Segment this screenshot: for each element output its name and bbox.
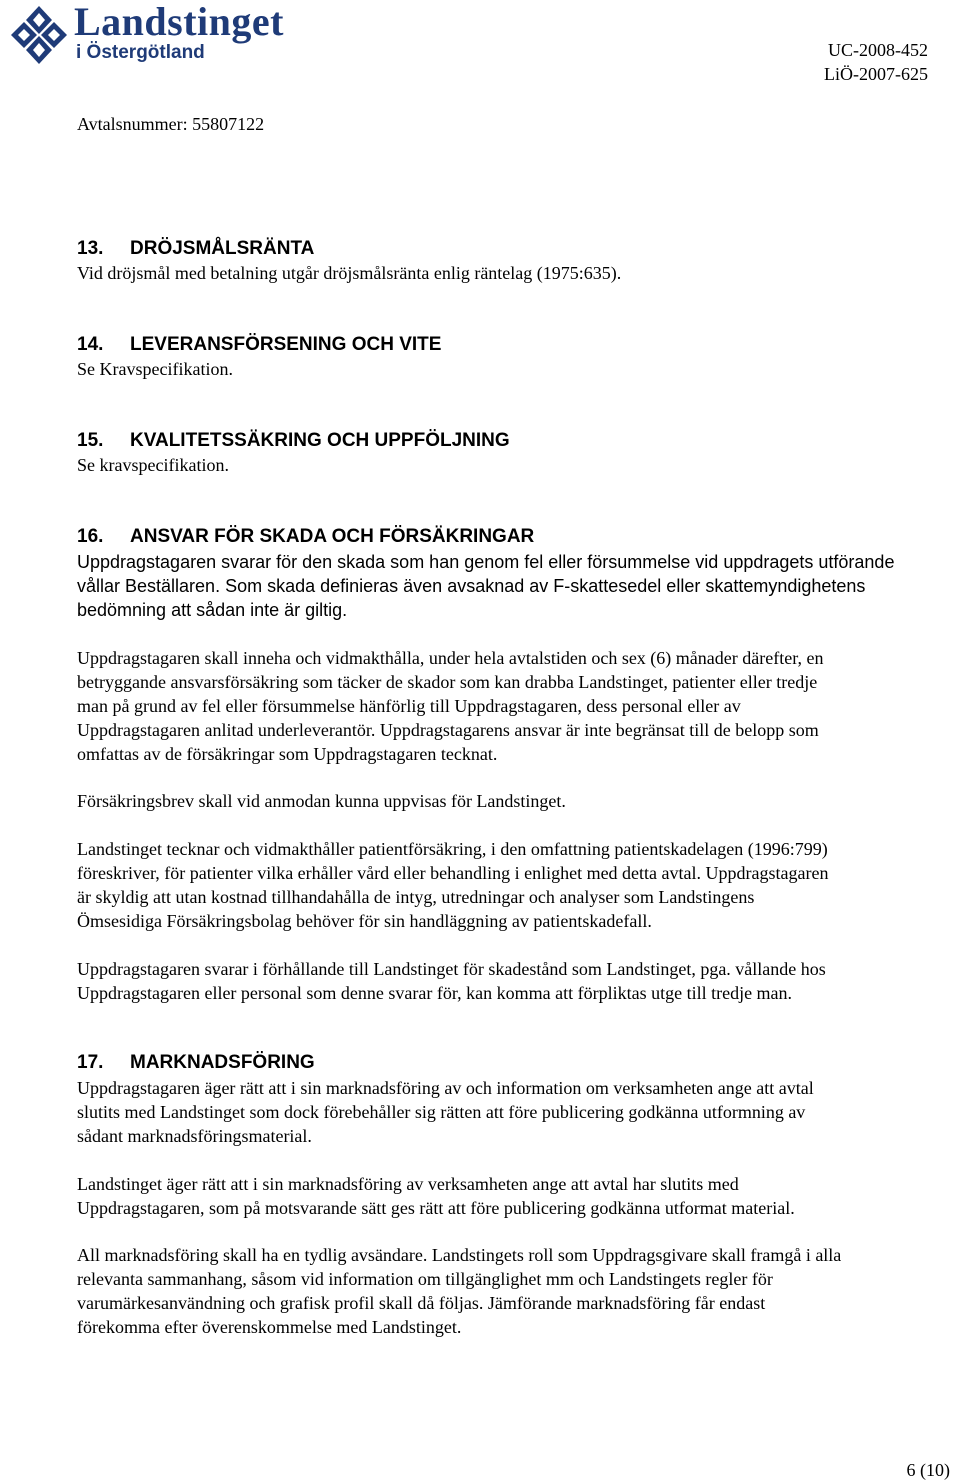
section-number: 16.	[77, 526, 104, 547]
logo-title: Landstinget	[74, 0, 284, 44]
landstinget-logo	[10, 0, 300, 68]
body-text-line: Uppdragstagaren svarar för den skada som han genom fel eller försummelse vid uppdragets utförande	[77, 552, 895, 572]
section-title: DRÖJSMÅLSRÄNTA	[130, 238, 315, 259]
body-text-line: Ömsesidiga Försäkringsbolag behöver för sin handläggning av patientskadefall.	[77, 911, 652, 931]
section-title: LEVERANSFÖRSENING OCH VITE	[130, 334, 442, 355]
body-text-line: Landstinget tecknar och vidmakthåller patientförsäkring, i den omfattning patientskadelagen (1996:799)	[77, 839, 828, 859]
body-text-line: bedömning att sådan inte är giltig.	[77, 600, 348, 620]
body-text-line: Landstinget äger rätt att i sin marknadsföring av verksamheten ange att avtal har slutits med	[77, 1174, 739, 1194]
reference-number-2: LiÖ-2007-625	[824, 64, 928, 84]
page-number: 6 (10)	[906, 1460, 950, 1480]
body-text-line: Uppdragstagaren eller personal som denne svarar för, kan komma att förpliktas utge till tredje man.	[77, 983, 793, 1003]
body-text-line: omfattas av de försäkringar som Uppdragstagaren tecknat.	[77, 744, 498, 764]
body-text-line: All marknadsföring skall ha en tydlig avsändare. Landstingets roll som Uppdragsgivare skall framgå i alla	[77, 1245, 842, 1265]
body-text-line: Se kravspecifikation.	[77, 455, 229, 475]
body-text-line: Försäkringsbrev skall vid anmodan kunna uppvisas för Landstinget.	[77, 791, 566, 811]
section-number: 13.	[77, 238, 104, 259]
section-title: MARKNADSFÖRING	[130, 1052, 315, 1073]
body-text-line: man på grund av fel eller försummelse hänförlig till Uppdragstagaren, dess personal eller av	[77, 696, 741, 716]
body-text-line: förekomma efter överenskommelse med Landstinget.	[77, 1317, 462, 1337]
body-text-line: Vid dröjsmål med betalning utgår dröjsmålsränta enlig räntelag (1975:635).	[77, 263, 622, 283]
section-title: ANSVAR FÖR SKADA OCH FÖRSÄKRINGAR	[130, 526, 535, 547]
body-text-line: Uppdragstagaren skall inneha och vidmakthålla, under hela avtalstiden och sex (6) månader därefter, en	[77, 648, 824, 668]
section-title: KVALITETSSÄKRING OCH UPPFÖLJNING	[130, 430, 510, 451]
section-heading-17	[77, 1052, 315, 1074]
body-text-line: Uppdragstagaren äger rätt att i sin marknadsföring av och information om verksamheten ange att avtal	[77, 1078, 814, 1098]
body-text-line: slutits med Landstinget som dock förebehåller sig rätten att före publicering godkänna utformning av	[77, 1102, 806, 1122]
body-text-line: varumärkesanvändning och grafisk profil skall då följas. Jämförande marknadsföring får endast	[77, 1293, 766, 1313]
section-number: 14.	[77, 334, 104, 355]
section-heading-15	[77, 430, 510, 452]
body-text-line: föreskriver, för patienter vilka erhåller vård eller behandling i enlighet med detta avtal. Uppdragstagaren	[77, 863, 829, 883]
body-text-line: Uppdragstagaren anlitad underleverantör. Uppdragstagarens ansvar är inte begränsat till de belopp som	[77, 720, 819, 740]
logo-subtitle: i Östergötland	[76, 42, 205, 63]
body-text-line: Uppdragstagaren svarar i förhållande till Landstinget för skadestånd som Landstinget, pga. vållande hos	[77, 959, 826, 979]
section-number: 15.	[77, 430, 104, 451]
section-heading-14	[77, 334, 441, 356]
body-text-line: Se Kravspecifikation.	[77, 359, 233, 379]
landstinget-emblem-icon	[10, 4, 68, 66]
body-text-line: vållar Beställaren. Som skada definieras även avsaknad av F-skattesedel eller skattemyndighetens	[77, 576, 866, 596]
section-heading-16	[77, 526, 534, 548]
section-heading-13	[77, 238, 314, 260]
body-text-line: relevanta sammanhang, såsom vid information om tillgänglighet mm och Landstingets regler för	[77, 1269, 773, 1289]
section-number: 17.	[77, 1052, 104, 1073]
body-text-line: Uppdragstagaren, som på motsvarande sätt ges rätt att före publicering godkänna utformat material.	[77, 1198, 795, 1218]
contract-number: Avtalsnummer: 55807122	[77, 114, 265, 134]
reference-number-1: UC-2008-452	[828, 40, 928, 60]
body-text-line: är skyldig att utan kostnad tillhandahålla de intyg, utredningar och analyser som Landstingens	[77, 887, 755, 907]
body-text-line: betryggande ansvarsförsäkring som täcker de skador som kan drabba Landstinget, patienter eller tredje	[77, 672, 818, 692]
body-text-line: sådant marknadsföringsmaterial.	[77, 1126, 312, 1146]
